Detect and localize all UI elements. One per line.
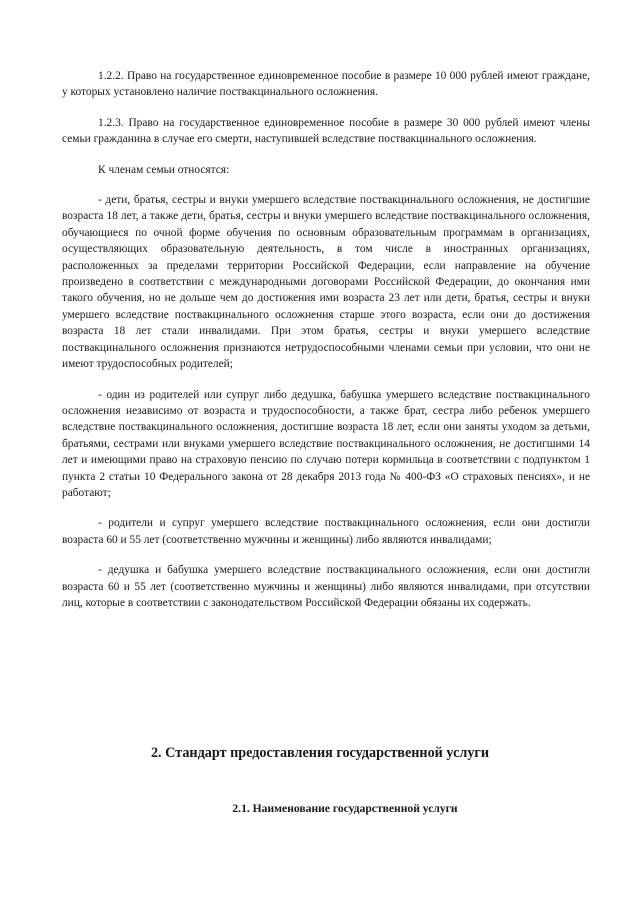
paragraph-parent-spouse-caregiver: - один из родителей или супруг либо дедушка, бабушка умершего вследствие поствакцинального осложнения независимо от возраста и трудоспособности, а также брат, сестра либо ребенок умершего вследствие поствакцинального осложнения, достигшие возраста 18 лет, если они заняты уходом за детьми, братьями, сестрами или внуками умершего вследствие поствакцинального осложнения, не достигшими 14 лет и имеющими право на страховую пенсию по случаю потери кормильца в соответствии с подпунктом 1 пункта 2 статьи 10 Федерального закона от 28 декабря 2013 года № 400-ФЗ «О страховых пенсиях», и не работают; bbox=[62, 388, 590, 499]
paragraph-family-members-intro: К членам семьи относятся: bbox=[98, 163, 230, 176]
paragraph-children-siblings: - дети, братья, сестры и внуки умершего вследствие поствакцинального осложнения, не достигшие возраста 18 лет, а также дети, братья, сестры и внуки умершего вследствие поствакцинального осложнения, обучающиеся по очной форме обучения по основным образовательным программам в организациях, осуществляющих образовательную деятельность, в том числе в иностранных организациях, расположенных за пределами территории Российской Федерации, если направление на обучение произведено в соответствии с международными договорами Российской Федерации, до окончания ими такого обучения, но не дольше чем до достижения ими возраста 23 лет или дети, братья, сестры и внуки умершего вследствие поствакцинального осложнения старше этого возраста, если они до достижения возраста 18 лет стали инвалидами. При этом братья, сестры и внуки умершего вследствие поствакцинального осложнения признаются нетрудоспособными членами семьи при условии, что они не имеют трудоспособных родителей; bbox=[62, 194, 590, 371]
paragraph-grandparents: - дедушка и бабушка умершего вследствие поствакцинального осложнения, если они достигли возраста 60 и 55 лет (соответственно мужчины и женщины) либо являются инвалидами, при отсутствии лиц, которые в соответствии с законодательством Российской Федерации обязаны их содержать. bbox=[62, 564, 590, 609]
section-heading: 2. Стандарт предоставления государственной услуги bbox=[150, 745, 490, 761]
paragraph-1-2-2: 1.2.2. Право на государственное единовременное пособие в размере 10 000 рублей имеют граждане, у которых установлено наличие поствакцинального осложнения. bbox=[62, 70, 590, 99]
paragraph-parents-spouse-age: - родители и супруг умершего вследствие поствакцинального осложнения, если они достигли возраста 60 и 55 лет (соответственно мужчины и женщины) либо являются инвалидами; bbox=[62, 517, 590, 546]
document-body bbox=[62, 68, 590, 625]
paragraph-1-2-3: 1.2.3. Право на государственное единовременное пособие в размере 30 000 рублей имеют члены семьи гражданина в случае его смерти, наступившей вследствие поствакцинального осложнения. bbox=[62, 116, 590, 146]
subsection-heading: 2.1. Наименование государственной услуги bbox=[232, 802, 458, 815]
